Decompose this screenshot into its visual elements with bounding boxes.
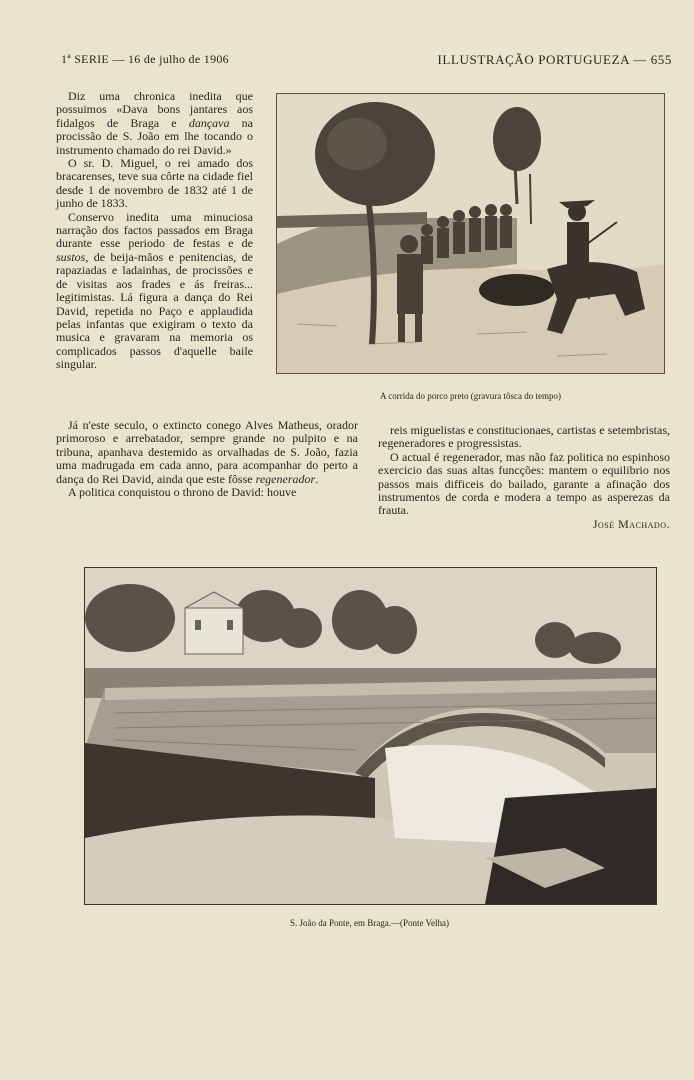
engraving-illustration [277,94,664,373]
paragraph: A politica conquistou o throno de David: houve [68,485,297,500]
engraving-figure [276,93,665,374]
article-column-upper-left [56,90,253,372]
bridge-photograph [84,567,657,905]
article-column-lower-right [378,424,670,531]
header-title-page-number: ILLUSTRAÇÃO PORTUGUEZA — 655 [437,52,672,67]
paragraph: Diz uma chronica inedita que possuimos «Dava bons jantares aos fidalgos de Braga e dançava na procissão de S. João em lhe tocando o instrumento chamado do rei David.» [56,89,254,157]
paragraph: O sr. D. Miguel, o rei amado dos bracarenses, teve sua côrte na cidade fiel desde 1 de novembro de 1832 até 1 de junho de 1833. [56,156,253,211]
paragraph: Já n'este seculo, o extincto conego Alves Matheus, orador primoroso e arrebatador, sempre grande no pulpito e na tribuna, apanhava destemido as orvalhadas de S. João, fazia uma madrugada em cada anno, para acompanhar do perto a dança do Rei David, ainda que este fôsse regenerador. [56,418,358,486]
article-column-lower-left [56,419,358,499]
photo-caption: S. João da Ponte, em Braga.—(Ponte Velha) [289,918,450,928]
header-series-date: 1ª SERIE — 16 de julho de 1906 [61,52,229,66]
paragraph: Conservo inedita uma minuciosa narração dos factos passados em Braga durante esse periodo de festas e de sustos, de beija-mãos e penitencias, de rapaziadas e ladainhas, de procissões e de visitas aos frades e ás freiras... legitimistas. Lá figura a dança do Rei David, repetida no Paço e applaudida pelas infantas que exigiram o texto da musica e gravaram na memoria os complicados passos d'aquelle baile singular. [56,209,253,372]
paragraph: reis miguelistas e constitucionaes, cartistas e setembristas, regeneradores e progressistas. [378,423,670,451]
author-signature: José Machado. [592,516,670,531]
bridge-photo-illustration [85,568,656,904]
paragraph: O actual é regenerador, mas não faz politica no espinhoso exercicio das suas altas funcções: mantem o equilibrio nos passos mais difficeis do bailado, garante a afinação dos instrumentos de corda e modera a tempo as asperezas da frauta. [378,449,670,518]
engraving-caption: A corrida do porco preto (gravura tôsca do tempo) [380,391,561,401]
